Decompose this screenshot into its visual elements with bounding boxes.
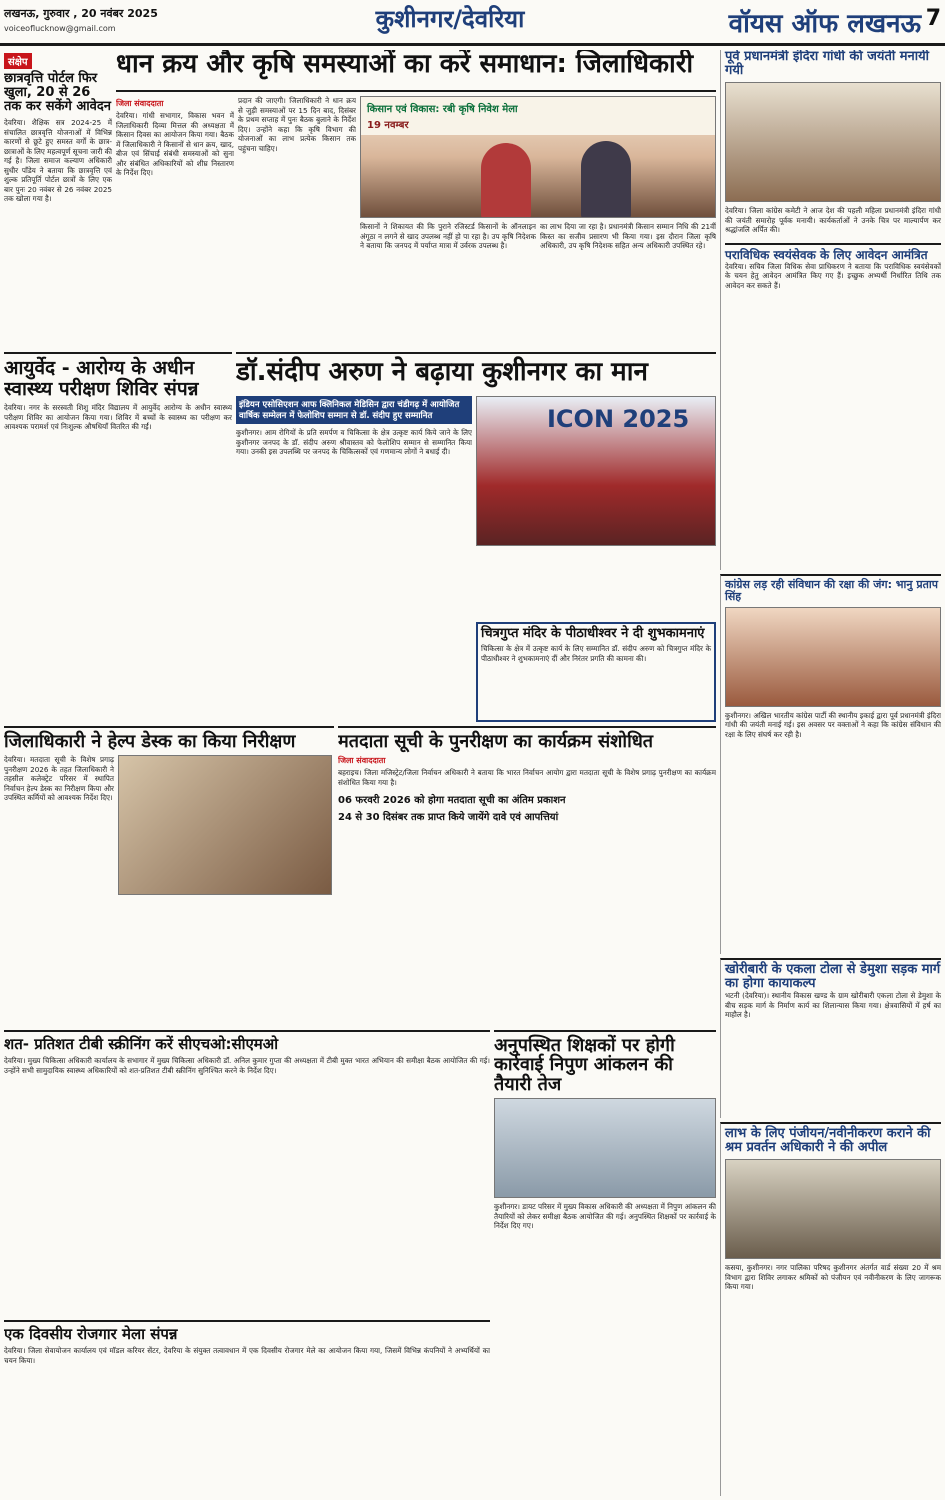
paralegal-headline: पराविधिक स्वयंसेवक के लिए आवेदन आमंत्रित [725, 243, 941, 262]
chitragupt-headline: चित्रगुप्त मंदिर के पीठाधीश्वर ने दी शुभकामनाएं [481, 626, 705, 641]
teachers-article [494, 1030, 716, 1496]
brief-kicker: संक्षेप [4, 53, 32, 69]
voterlist-byline: जिला संवाददाता [338, 756, 386, 766]
sandeep-subhead: इंडियन एसोसिएशन आफ क्लिनिकल मेडिसिन द्वारा चंडीगढ़ में आयोजित वार्षिक सम्मेलन में फेलोशिप सम्मान से डॉ. संदीप हुए सम्मानित [236, 396, 472, 424]
voterlist-body: बहराइच। जिला मजिस्ट्रेट/जिला निर्वाचन अधिकारी ने बताया कि भारत निर्वाचन आयोग द्वारा मतदाता सूची के विशेष प्रगाढ़ पुनरीक्षण का कार्यक्रम संशोधित किया गया है। [338, 768, 716, 787]
lead-byline: जिला संवाददाता [116, 99, 164, 108]
tb-article [4, 1030, 490, 1180]
voterlist-bullet-1: 06 फरवरी 2026 को होगा मतदाता सूची का अंतिम प्रकाशन [338, 795, 566, 807]
dateline: लखनऊ, गुरुवार , 20 नवंबर 2025 [4, 7, 158, 20]
voterlist-bullet-2: 24 से 30 दिसंबर तक प्राप्त किये जायेंगे दावे एवं आपत्तियां [338, 812, 559, 824]
ayurveda-article [4, 352, 232, 722]
sandeep-headline-box [236, 352, 716, 392]
sandeep-headline: डॉ.संदीप अरुण ने बढ़ाया कुशीनगर का मान [236, 357, 648, 387]
award-banner: ICON 2025 [547, 405, 690, 433]
section-title: कुशीनगर/देवरिया [375, 5, 525, 33]
helpdesk-body: देवरिया। मतदाता सूची के विशेष प्रगाढ़ पुनरीक्षण 2026 के तहत जिलाधिकारी ने तहसील कलेक्ट्रेट परिसर में स्थापित निर्वाचन हेल्प डेस्क का निरीक्षण किया और उपस्थित कर्मियों को आवश्यक निर्देश दिए। [4, 755, 114, 803]
email-address: voiceoflucknow@gmail.com [4, 24, 116, 33]
lead-col-2 [238, 96, 356, 346]
award-photo [476, 396, 716, 546]
chitragupt-body: चिकित्सा के क्षेत्र में उत्कृष्ट कार्य के लिए सम्मानित डॉ. संदीप अरुण को चित्रगुप्त मंदिर के पीठाधीश्वर ने शुभकामनाएं दीं और निरंतर प्रगति की कामना की। [481, 644, 711, 663]
lead-col-1-text: देवरिया। गांधी सभागार, विकास भवन में जिलाधिकारी दिव्या मित्तल की अध्यक्षता में किसान दिवस का आयोजन किया गया। बैठक में जिलाधिकारी ने किसानों से धान क्रय, खाद, बीज एवं सिंचाई संबंधी समस्याओं को सुना और संबंधित अधिकारियों को शीघ्र निस्तारण के निर्देश दिए। [116, 111, 234, 177]
lead-col-3 [360, 222, 536, 346]
road-article [720, 958, 941, 1118]
lead-col-1 [116, 96, 234, 346]
photo-banner-text: किसान एवं विकास: रबी कृषि निवेश मेला [367, 104, 518, 115]
brief-body: देवरिया। शैक्षिक सत्र 2024-25 में संचालित छात्रवृत्ति योजनाओं में विभिन्न कारणों से छूटे हुए समस्त वर्गों के छात्र-छात्राओं के लिए महत्वपूर्ण सूचना जारी की गई है। जिला समाज कल्याण अधिकारी सुधीर पाँडेय ने बताया कि छात्रवृत्ति एवं शुल्क प्रतिपूर्ति पोर्टल छात्रों के लिए एक बार पुनः 20 नवंबर से 26 नवंबर 2025 तक खोला गया है। [4, 118, 112, 204]
voterlist-article [338, 726, 716, 1026]
labour-article [720, 1122, 941, 1496]
photo-banner-date: 19 नवम्बर [367, 120, 409, 131]
brief-article [4, 50, 112, 300]
brief-headline: छात्रवृत्ति पोर्टल फिर खुला, 20 से 26 तक कर सकेंगे आवेदन [4, 71, 111, 115]
tb-body: देवरिया। मुख्य चिकित्सा अधिकारी कार्यालय के सभागार में मुख्य चिकित्सा अधिकारी डॉ. अनिल कुमार गुप्ता की अध्यक्षता में टीबी मुक्त भारत अभियान की समीक्षा बैठक आयोजित की गई। उन्होंने सभी सामुदायिक स्वास्थ्य अधिकारियों को शत-प्रतिशत टीबी स्क्रीनिंग सुनिश्चित करने के निर्देश दिए। [4, 1056, 490, 1075]
helpdesk-article [4, 726, 334, 1026]
indira-photo [725, 82, 941, 202]
congress-photo [725, 607, 941, 707]
person-figure-1 [481, 143, 531, 218]
job-body: देवरिया। जिला सेवायोजन कार्यालय एवं मॉडल करियर सेंटर, देवरिया के संयुक्त तत्वावधान में एक दिवसीय रोजगार मेले का आयोजन किया गया, जिसमें विभिन्न कंपनियों ने अभ्यर्थियों का चयन किया। [4, 1346, 490, 1365]
indira-headline: पूर्व प्रधानमंत्री इंदिरा गांधी की जयंती मनायी गयी [725, 50, 930, 79]
lead-headline-box [116, 50, 716, 92]
lead-col-4-text: का लाभ दिया जा रहा है। प्रधानमंत्री किसान सम्मान निधि की 21वीं किस्त का सजीव प्रसारण भी किया गया। इस दौरान जिला कृषि अधिकारी, उप कृषि निदेशक सहित अन्य अधिकारी उपस्थित रहे। [540, 222, 716, 250]
labour-photo [725, 1159, 941, 1259]
lead-photo [360, 96, 716, 218]
congress-body: कुशीनगर। अखिल भारतीय कांग्रेस पार्टी की स्थानीय इकाई द्वारा पूर्व प्रधानमंत्री इंदिरा गांधी की जयंती मनाई गई। इस अवसर पर वक्ताओं ने कहा कि कांग्रेस संविधान की रक्षा के लिए संघर्ष कर रही है। [725, 710, 941, 739]
right-column-top [720, 50, 941, 570]
chitragupt-box [476, 622, 716, 722]
paralegal-body: देवरिया। सचिव जिला विधिक सेवा प्राधिकरण ने बताया कि पराविधिक स्वयंसेवकों के चयन हेतु आवेदन आमंत्रित किए गए हैं। इच्छुक अभ्यर्थी निर्धारित तिथि तक आवेदन कर सकते हैं। [725, 261, 941, 290]
indira-body: देवरिया। जिला कांग्रेस कमेटी ने आज देश की पहली महिला प्रधानमंत्री इंदिरा गांधी की जयंती समारोह पूर्वक मनायी। कार्यकर्ताओं ने उनके चित्र पर माल्यार्पण कर श्रद्धांजलि अर्पित की। [725, 206, 941, 235]
lead-col-3-text: किसानों ने शिकायत की कि पुराने रजिस्टर्ड किसानों के ऑनलाइन अंगूठा न लगने से खाद उपलब्ध नहीं हो पा रहा है। उप कृषि निदेशक ने बताया कि जनपद में पर्याप्त मात्रा में उर्वरक उपलब्ध है। [360, 222, 536, 250]
ayurveda-body: देवरिया। नगर के सरस्वती शिशु मंदिर विद्यालय में आयुर्वेद आरोग्य के अधीन स्वास्थ्य परीक्षण शिविर का आयोजन किया गया। शिविर में बच्चों के स्वास्थ्य का परीक्षण कर आवश्यक परामर्श एवं निःशुल्क औषधियाँ वितरित की गईं। [4, 403, 232, 432]
lead-col-2-text: प्रदान की जाएगी। जिलाधिकारी ने धान क्रय से जुड़ी समस्याओं पर 15 दिन बाद, दिसंबर के प्रथम सप्ताह में पुनः बैठक बुलाने के निर्देश दिए। उन्होंने कहा कि कृषि विभाग की योजनाओं का लाभ प्रत्येक किसान तक पहुंचना चाहिए। [238, 96, 356, 153]
page-header [0, 0, 945, 46]
lead-col-4 [540, 222, 716, 346]
job-headline: एक दिवसीय रोजगार मेला संपन्न [4, 1325, 178, 1343]
page-number: 7 [925, 6, 941, 31]
teachers-headline: अनुपस्थित शिक्षकों पर होगी कार्रवाई निपुण आंकलन की तैयारी तेज [494, 1035, 675, 1095]
job-article [4, 1320, 490, 1496]
road-body: भटनी (देवरिया)। स्थानीय विकास खण्ड के ग्राम खोरीबारी एकला टोला से डेमुशा के बीच सड़क मार्ग के निर्माण कार्य का शिलान्यास किया गया। क्षेत्रवासियों में हर्ष का माहौल है। [725, 991, 941, 1020]
teachers-body: कुशीनगर। डायट परिसर में मुख्य विकास अधिकारी की अध्यक्षता में निपुण आंकलन की तैयारियों को लेकर समीक्षा बैठक आयोजित की गई। अनुपस्थित शिक्षकों पर कार्रवाई के निर्देश दिए गए। [494, 1202, 716, 1231]
teachers-photo [494, 1098, 716, 1198]
ayurveda-headline: आयुर्वेद - आरोग्य के अधीन स्वास्थ्य परीक्षण शिविर संपन्न [4, 357, 199, 400]
helpdesk-photo [118, 755, 332, 895]
road-headline: खोरीबारी के एकला टोला से डेमुशा सड़क मार्ग का होगा कायाकल्प [725, 962, 941, 992]
helpdesk-headline: जिलाधिकारी ने हेल्प डेस्क का किया निरीक्षण [4, 731, 296, 752]
labour-headline: लाभ के लिए पंजीयन/नवीनीकरण कराने की श्रम प्रवर्तन अधिकारी ने की अपील [725, 1126, 931, 1156]
congress-article [720, 574, 941, 954]
person-figure-2 [581, 141, 631, 218]
voterlist-headline: मतदाता सूची के पुनरीक्षण का कार्यक्रम संशोधित [338, 731, 654, 752]
labour-body: कसया, कुशीनगर। नगर पालिका परिषद कुशीनगर अंतर्गत वार्ड संख्या 20 में श्रम विभाग द्वारा शिविर लगाकर श्रमिकों को पंजीयन एवं नवीनीकरण के लिए जागरूक किया गया। [725, 1263, 941, 1292]
congress-headline: कांग्रेस लड़ रही संविधान की रक्षा की जंग: भानु प्रताप सिंह [725, 578, 938, 603]
tb-headline: शत- प्रतिशत टीबी स्क्रीनिंग करें सीएचओ:सीएमओ [4, 1035, 279, 1053]
lead-headline: धान क्रय और कृषि समस्याओं का करें समाधान: जिलाधिकारी [116, 50, 694, 79]
masthead: वॉयस ऑफ लखनऊ [728, 9, 921, 39]
sandeep-body: कुशीनगर। आम रोगियों के प्रति समर्पण व चिकित्सा के क्षेत्र उत्कृष्ट कार्य किये जाने के लिए कुशीनगर जनपद के डॉ. संदीप अरुण श्रीवास्तव को फेलोशिप सम्मान से सम्मानित किया गया। उनकी इस उपलब्धि पर जनपद के चिकित्सकों एवं गणमान्य लोगों ने बधाई दी। [236, 428, 472, 456]
sandeep-article [236, 396, 472, 722]
